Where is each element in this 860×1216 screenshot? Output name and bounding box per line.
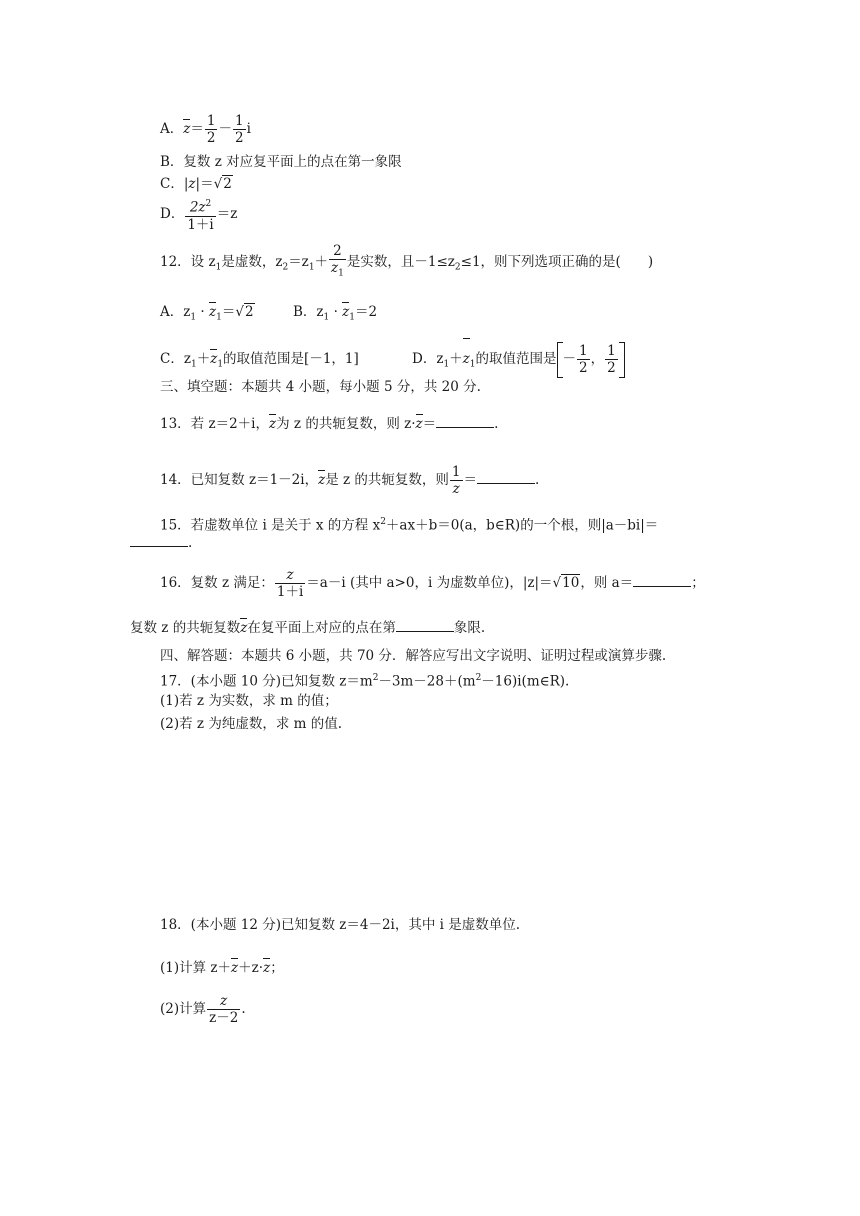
q12-option-a: A．$z_1 \cdot z_1=√2$ [160,304,254,323]
question-15-blank: . [130,534,192,552]
question-12-stem: 12．设 $z_1$是虚数，$z_2=z_1+$ $\frac{2}{z_1}$ 是实数，且$-1\le z_2\le 1$，则下列选项正确的是( ) [160,243,654,279]
answer-blank[interactable] [130,534,188,547]
q17-part-1: (1)若 z 为实数，求 m 的值； [160,693,338,709]
section-4-heading: 四、解答题：本题共 6 小题，共 70 分．解答应写出文字说明、证明过程或演算步骤. [160,648,667,664]
question-17-stem: 17．(本小题 10 分)已知复数 $z=m^2-3m-28+(m^2-16)i(m\in R)$. [160,673,570,690]
q11-option-d: D． $\frac{2z^2}{1+i}$ ＝z [160,196,237,233]
q18-part-2: (2)计算 $\frac{z}{z-2}$ . [160,993,246,1026]
q12-option-d: D．$z_1+z_1$的取值范围是 － $\frac{1}{2}$ ， $\frac{1}{2}$ [412,339,625,385]
q12-option-b: B．$z_1 \cdot z_1=2$ [293,304,378,323]
question-16-line-2: 复数 z 的共轭复数z在复平面上对应的点在第 象限. [130,620,486,636]
question-14: 14．已知复数 z＝1－2i，z是 z 的共轭复数，则 $\frac{1}{z}$ ＝ . [160,464,540,497]
question-15: 15．若虚数单位 i 是关于 x 的方程 $x^2+ax+b=0(a$，b∈R)的一个根，则|a－bi|＝ [160,517,659,534]
q11-option-a: A．z＝ $\frac{1}{2}$ － $\frac{1}{2}$ i [160,113,251,146]
q12-option-c: C．$z_1+z_1$的取值范围是[－1，1] [160,351,359,370]
q11-option-b: B．复数 z 对应复平面上的点在第一象限 [160,154,402,170]
q18-part-1: (1)计算 z＋z＋z·z； [160,960,284,976]
answer-blank[interactable] [436,415,494,428]
question-18-stem: 18．(本小题 12 分)已知复数 z＝4－2i，其中 i 是虚数单位. [160,917,521,933]
answer-blank[interactable] [396,619,454,632]
question-16: 16．复数 z 满足： $\frac{z}{1+i}$ ＝a－i (其中 a>0，i 为虚数单位)，|z|＝√10，则 a＝ ； [160,567,705,600]
answer-blank[interactable] [477,471,535,484]
section-3-heading: 三、填空题：本题共 4 小题，每小题 5 分，共 20 分. [160,379,481,395]
q17-part-2: (2)若 z 为纯虚数，求 m 的值. [160,716,342,732]
answer-blank[interactable] [633,574,691,587]
question-13: 13．若 z＝2＋i，z为 z 的共轭复数，则 z·z＝ . [160,416,499,432]
q11-option-c: C．|z|＝√2 [160,176,232,192]
